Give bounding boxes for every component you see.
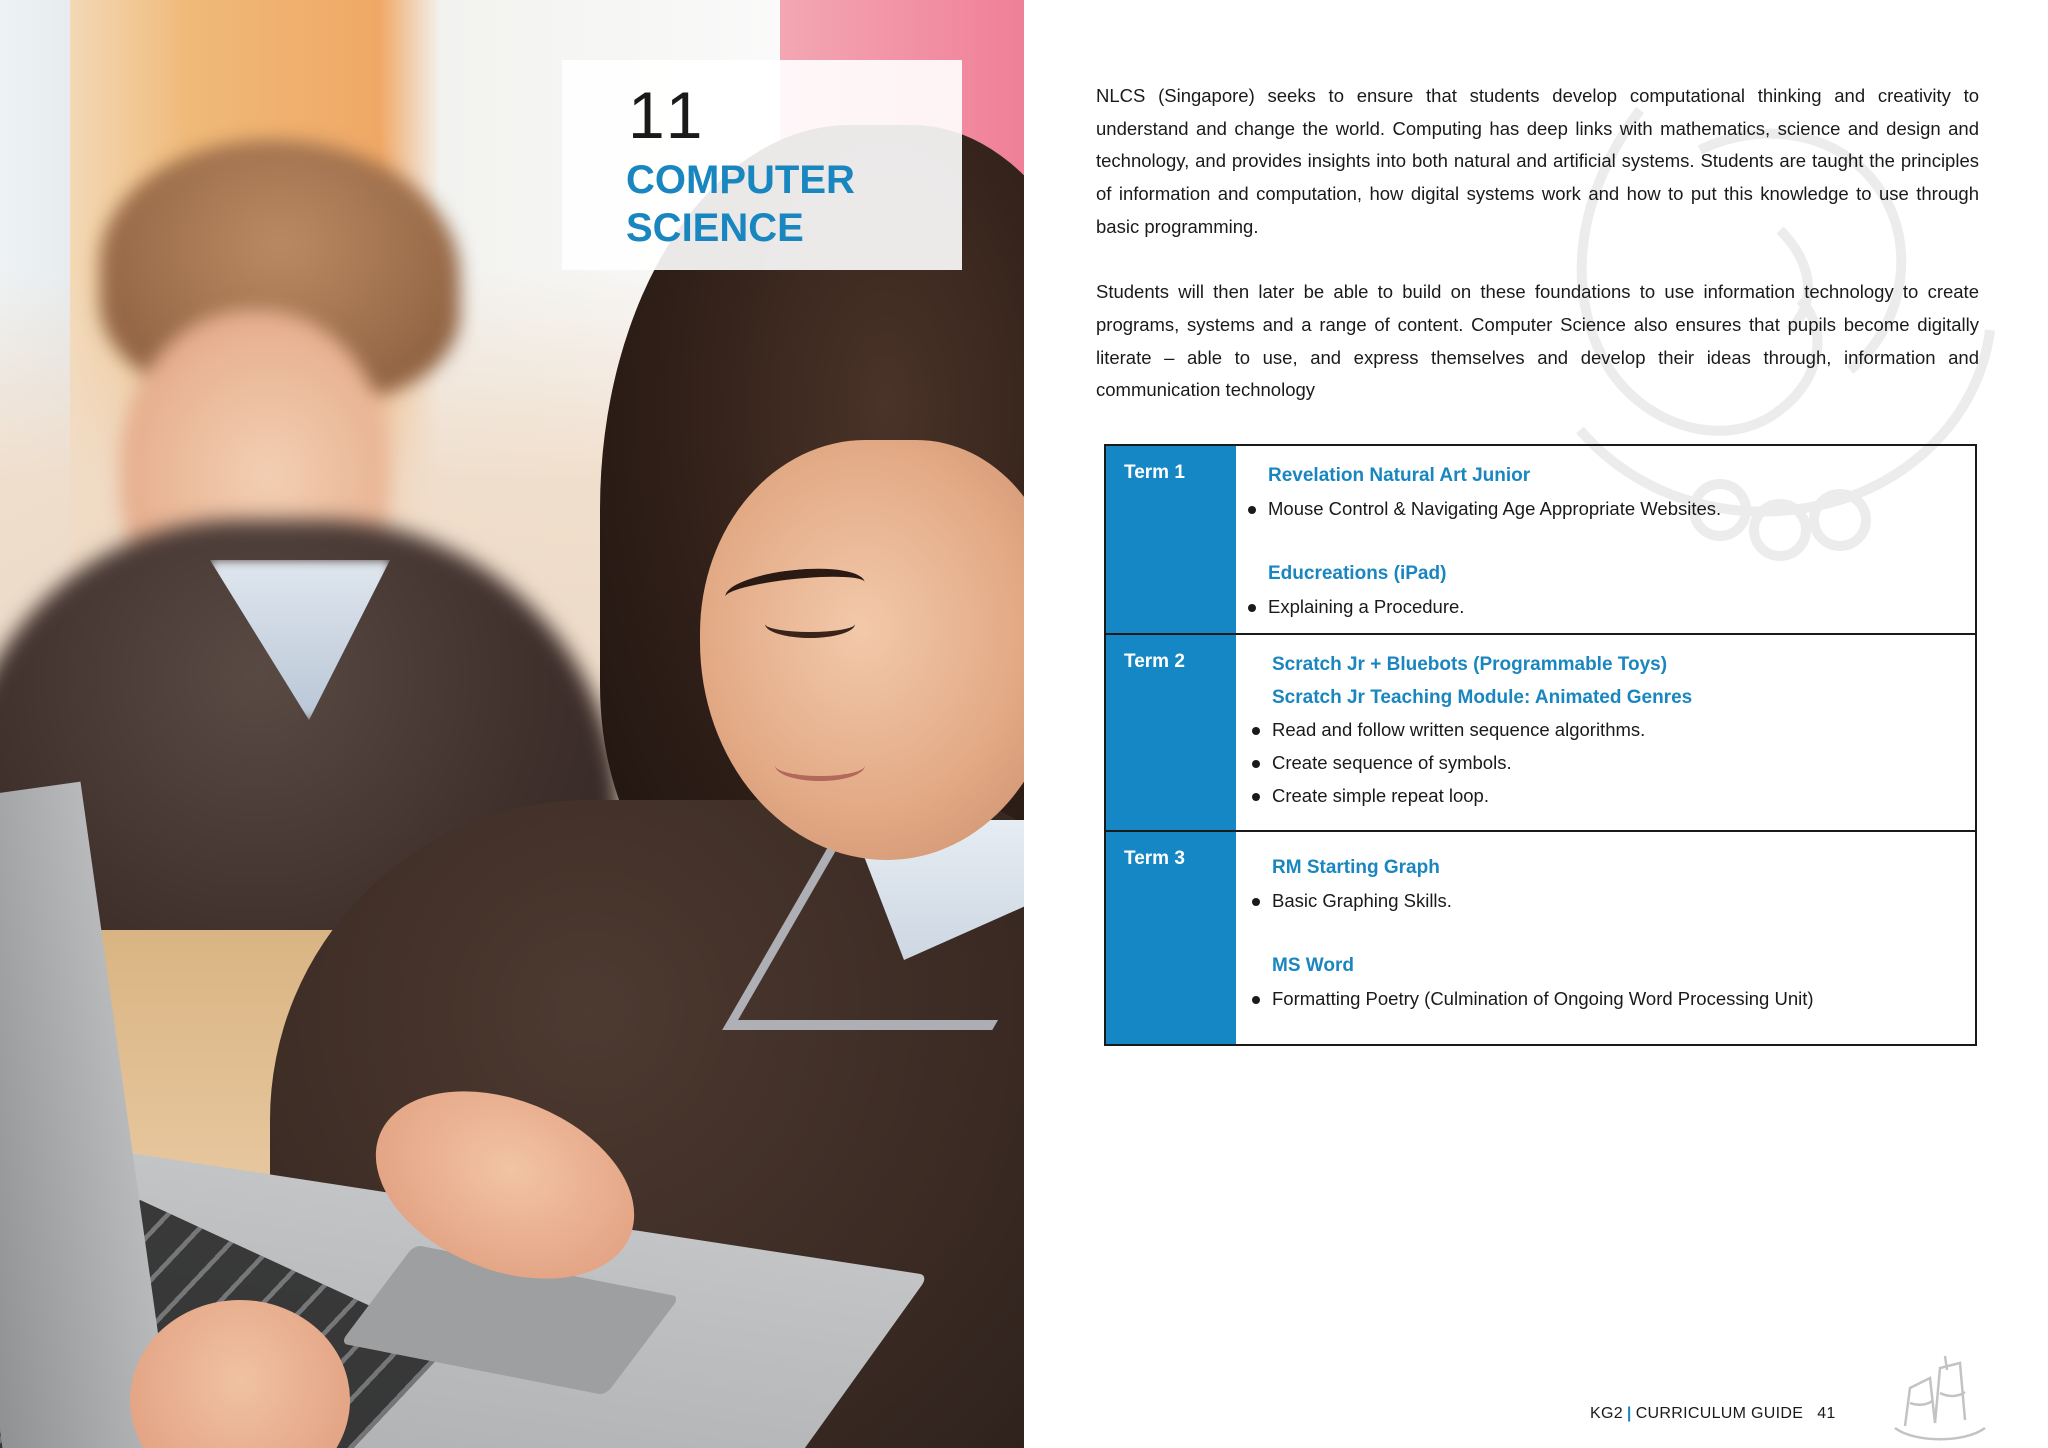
girl-eye bbox=[765, 610, 855, 638]
intro-text bbox=[1096, 80, 1979, 440]
term-content bbox=[1236, 832, 1975, 1044]
term-label: Term 2 bbox=[1106, 635, 1236, 830]
table-row bbox=[1106, 832, 1975, 1044]
girl-smile bbox=[775, 750, 865, 781]
topic-block bbox=[1236, 558, 1975, 623]
intro-paragraph-1: NLCS (Singapore) seeks to ensure that students develop computational thinking and creativity to understand and change the world. Computing has deep links with mathematics, science and design and technology, and provides insights into both natural and artificial systems. Students are taught the principles of information and computation, how digital systems work and how to put this knowledge to use through basic programming. bbox=[1096, 85, 1979, 237]
footer-grade: KG2 bbox=[1590, 1405, 1623, 1422]
list-item: Create sequence of symbols. bbox=[1236, 747, 1975, 780]
bullet-list bbox=[1236, 885, 1975, 918]
term-content bbox=[1236, 635, 1975, 830]
list-item: Read and follow written sequence algorithms. bbox=[1236, 714, 1975, 747]
bullet-list bbox=[1236, 983, 1975, 1016]
page-footer bbox=[1590, 1405, 1836, 1423]
topic-heading: Educreations (iPad) bbox=[1268, 563, 1447, 585]
chapter-title-line-2: SCIENCE bbox=[626, 206, 804, 250]
footer-separator: | bbox=[1626, 1405, 1632, 1422]
footer-guide-title: CURRICULUM GUIDE bbox=[1635, 1405, 1804, 1422]
topic-heading: MS Word bbox=[1272, 955, 1354, 977]
topic-heading: Scratch Jr Teaching Module: Animated Genres bbox=[1272, 686, 1693, 708]
chapter-title-line-1: COMPUTER bbox=[626, 158, 855, 202]
list-item: Explaining a Procedure. bbox=[1236, 591, 1975, 624]
topic-block bbox=[1236, 852, 1975, 917]
list-item: Basic Graphing Skills. bbox=[1236, 885, 1975, 918]
topic-block bbox=[1236, 649, 1975, 813]
term-content bbox=[1236, 446, 1975, 633]
term-label: Term 3 bbox=[1106, 832, 1236, 1044]
ship-logo-icon bbox=[1885, 1348, 1995, 1448]
bullet-list bbox=[1236, 714, 1975, 812]
topic-heading: Scratch Jr + Bluebots (Programmable Toys) bbox=[1272, 654, 1668, 675]
list-item: Create simple repeat loop. bbox=[1236, 780, 1975, 813]
topic-block bbox=[1236, 460, 1975, 525]
chapter-title bbox=[626, 156, 956, 252]
term-label: Term 1 bbox=[1106, 446, 1236, 633]
intro-paragraph-2: Students will then later be able to build on these foundations to use information technology to create programs, systems and a range of content. Computer Science also ensures that pupils become digitally literate – able to use, and express themselves and develop their ideas through, information and communication technology bbox=[1096, 281, 1979, 401]
table-row bbox=[1106, 446, 1975, 635]
topic-heading: Revelation Natural Art Junior bbox=[1268, 465, 1531, 486]
topic-block bbox=[1236, 950, 1975, 1015]
list-item: Mouse Control & Navigating Age Appropriate Websites. bbox=[1236, 493, 1975, 526]
page-number: 41 bbox=[1817, 1405, 1836, 1422]
chapter-number: 11 bbox=[628, 78, 709, 152]
bullet-list bbox=[1236, 493, 1975, 526]
table-row bbox=[1106, 635, 1975, 832]
list-item: Formatting Poetry (Culmination of Ongoing Word Processing Unit) bbox=[1236, 983, 1975, 1016]
terms-table bbox=[1104, 444, 1977, 1046]
bullet-list bbox=[1236, 591, 1975, 624]
topic-heading: RM Starting Graph bbox=[1272, 857, 1440, 878]
